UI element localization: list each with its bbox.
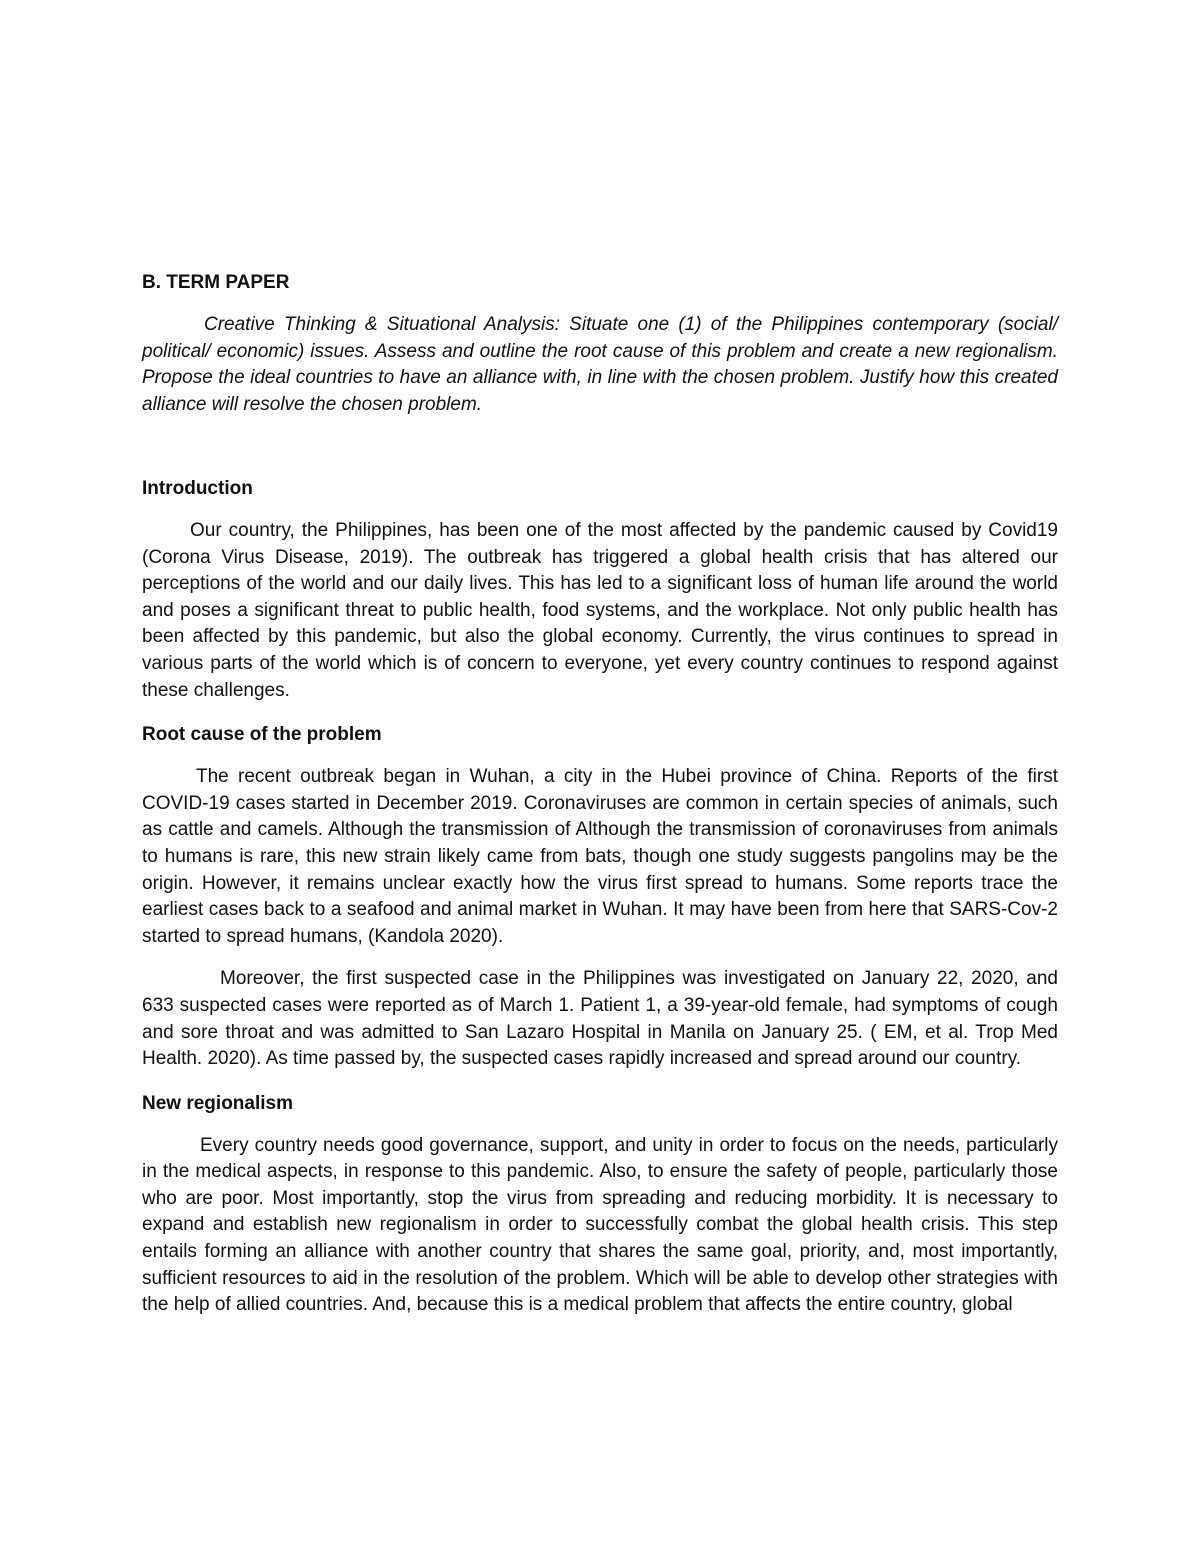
introduction-paragraph: Our country, the Philippines, has been one of the most affected by the pandemic caused by Covid19 (Corona Virus Disease, 2019). The outbreak has triggered a global health crisis that has altered our perceptions of the world and our daily lives. This has led to a significant loss of human life around the world and poses a significant threat to public health, food systems, and the workplace. Not only public health has been affected by this pandemic, but also the global economy. Currently, the virus continues to spread in various parts of the world which is of concern to everyone, yet every country continues to respond against these challenges. — [142, 520, 1058, 701]
assignment-prompt: Creative Thinking & Situational Analysis: Situate one (1) of the Philippines contemporary (social/ political/ economic) issues. Assess and outline the root cause of this problem and create a new regionalism. Propose the ideal countries to have an alliance with, in line with the chosen problem. Justify how this created alliance will resolve the chosen problem. — [142, 314, 1058, 415]
new-regionalism-paragraph: Every country needs good governance, support, and unity in order to focus on the needs, particularly in the medical aspects, in response to this pandemic. Also, to ensure the safety of people, particularly those who are poor. Most importantly, stop the virus from spreading and reducing morbidity. It is necessary to expand and establish new regionalism in order to successfully combat the global health crisis. This step entails forming an alliance with another country that shares the same goal, priority, and, most importantly, sufficient resources to aid in the resolution of the problem. Which will be able to develop other strategies with the help of allied countries. And, because this is a medical problem that affects the entire country, global — [142, 1134, 1058, 1316]
root-cause-heading: Root cause of the problem — [142, 724, 382, 746]
introduction-heading: Introduction — [142, 478, 253, 499]
root-cause-paragraph-1: The recent outbreak began in Wuhan, a city in the Hubei province of China. Reports of the first COVID-19 cases started in December 2019. Coronaviruses are common in certain species of animals, such as cattle and camels. Although the transmission of Although the transmission of coronaviruses from animals to humans is rare, this new strain likely came from bats, though one study suggests pangolins may be the origin. However, it remains unclear exactly how the virus first spread to humans. Some reports trace the earliest cases back to a seafood and animal market in Wuhan. It may have been from here that SARS-Cov-2 started to spread humans, (Kandola 2020). — [142, 766, 1058, 947]
new-regionalism-heading: New regionalism — [142, 1092, 293, 1114]
page-title: B. TERM PAPER — [142, 272, 290, 293]
document-page — [142, 270, 1058, 1319]
root-cause-paragraph-2: Moreover, the first suspected case in the Philippines was investigated on January 22, 2020, and 633 suspected cases were reported as of March 1. Patient 1, a 39-year-old female, had symptoms of cough and sore throat and was admitted to San Lazaro Hospital in Manila on January 25. ( EM, et al. Trop Med Health. 2020). As time passed by, the suspected cases rapidly increased and spread around our country. — [142, 968, 1058, 1070]
